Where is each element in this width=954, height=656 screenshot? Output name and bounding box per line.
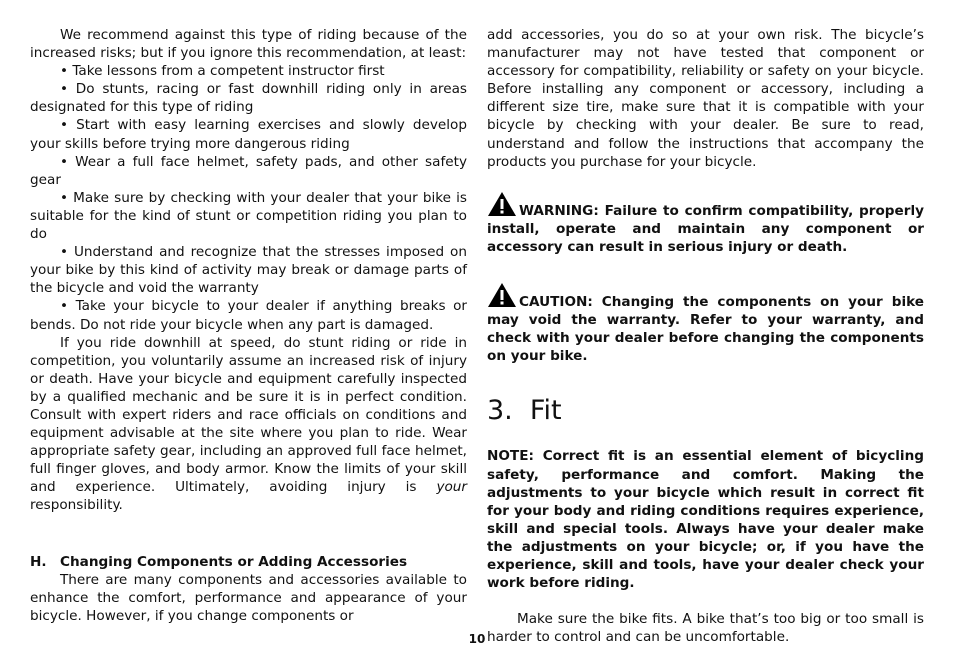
- downhill-italic: your: [436, 479, 468, 496]
- bullet-item: • Do stunts, racing or fast downhill riding only in areas designated for this type of riding: [30, 81, 467, 116]
- section-title-fit: 3. Fit: [487, 395, 562, 427]
- continuation-paragraph: add accessories, you do so at your own risk. The bicycle’s manufacturer may not have tested that component or accessory for compatibility, reliability or safety on your bicycle. Before installing any component or accessory, including a different size tire, make sure that it is compatible with your bicycle by checking with your dealer. Be sure to read, understand and follow the instructions that accompany the products you purchase for your bicycle.: [487, 27, 924, 170]
- warning-block: [487, 191, 924, 256]
- page-number: 10: [468, 632, 486, 646]
- section-h-paragraph: There are many components and accessories available to enhance the comfort, performance and appearance of your bicycle. However, if you change components or: [30, 571, 467, 624]
- section-h-heading: [30, 553, 467, 571]
- bullet-item: • Take lessons from a competent instructor first: [60, 63, 385, 80]
- downhill-paragraph: [30, 334, 467, 515]
- caution-triangle-icon: [487, 282, 517, 308]
- caution-text: CAUTION: Changing the components on your bike may void the warranty. Refer to your warranty, and check with your dealer before changing the components on your bike.: [487, 294, 924, 365]
- bullet-item: • Make sure by checking with your dealer that your bike is suitable for the kind of stunt or competition riding you plan to do: [30, 189, 467, 243]
- warning-triangle-icon: [487, 191, 517, 217]
- downhill-end: responsibility.: [30, 497, 123, 514]
- downhill-text: If you ride downhill at speed, do stunt riding or ride in competition, you voluntarily assume an increased risk of injury or death. Have your bicycle and equipment carefully inspected by a qualified mechanic and be sure it is in perfect condition. Consult with expert riders and race officials on conditions and equipment advisable at the site where you plan to ride. Wear appropriate safety gear, including an approved full face helmet, full finger gloves, and body armor. Know the limits of your skill and experience. Ultimately, avoiding injury is: [30, 334, 467, 496]
- bullet-item: • Start with easy learning exercises and slowly develop your skills before trying more dangerous riding: [30, 117, 467, 152]
- warning-text: WARNING: Failure to confirm compatibility, properly install, operate and maintain any component or accessory can result in serious injury or death.: [487, 202, 924, 255]
- section-gap: [30, 515, 467, 553]
- fit-paragraph: Make sure the bike fits. A bike that’s too big or too small is harder to control and can be uncomfortable.: [487, 611, 924, 646]
- intro-paragraph: We recommend against this type of riding because of the increased risks; but if you ignore this recommendation, at least:: [30, 27, 467, 62]
- bullet-item: • Understand and recognize that the stresses imposed on your bike by this kind of activity may break or damage parts of the bicycle and void the warranty: [30, 244, 467, 297]
- right-column: [487, 26, 924, 646]
- left-column: [30, 26, 467, 625]
- section-h-title: Changing Components or Adding Accessories: [60, 553, 408, 570]
- bullet-item: • Take your bicycle to your dealer if anything breaks or bends. Do not ride your bicycle when any part is damaged.: [30, 298, 467, 333]
- caution-block: [487, 282, 924, 365]
- bullet-item: • Wear a full face helmet, safety pads, and other safety gear: [30, 153, 467, 188]
- note-paragraph: NOTE: Correct fit is an essential element of bicycling safety, performance and comfort. Making the adjustments to your bicycle which result in correct fit for your body and riding conditions requires experience, skill and special tools. Always have your dealer make the adjustments on your bicycle; or, if you have the experience, skill and tools, have your dealer check your work before riding.: [487, 448, 924, 592]
- section-h-letter: H.: [30, 553, 47, 570]
